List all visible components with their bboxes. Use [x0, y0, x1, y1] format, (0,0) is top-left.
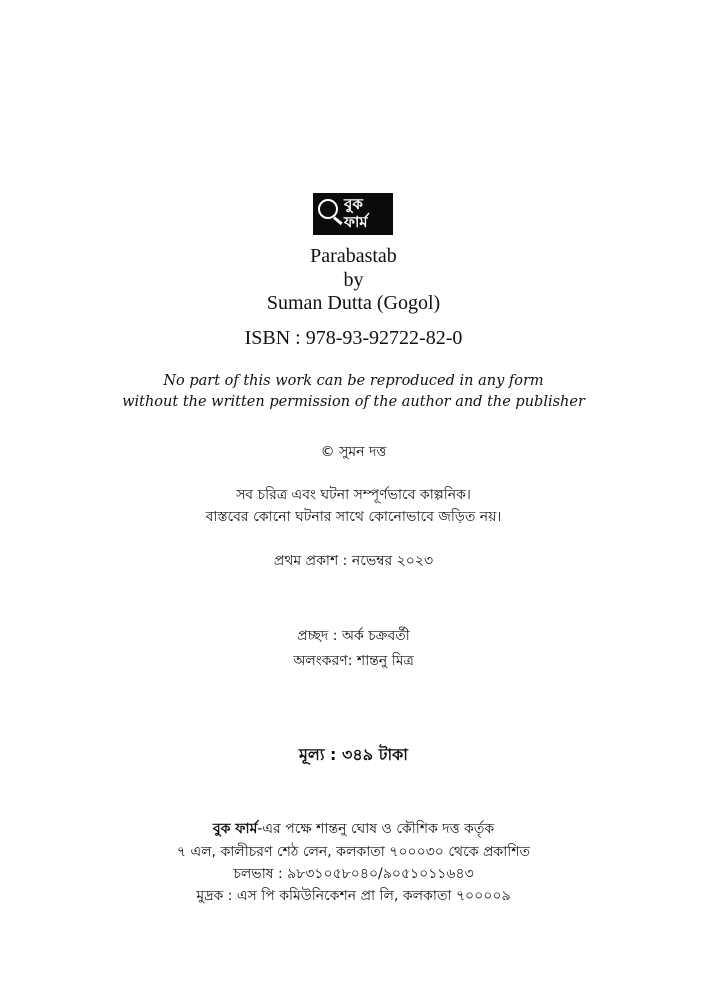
imprint-line3: চলভাষ : ৯৮৩১০৫৮০৪০/৯০৫১০১১৬৪৩: [233, 866, 474, 882]
publisher-logo: [313, 193, 393, 235]
logo-text-line2: ফার্ম: [344, 213, 368, 231]
imprint-line1-rest: -এর পক্ষে শান্তনু ঘোষ ও কৌশিক দত্ত কর্তৃক: [257, 821, 495, 837]
price: মূল্য : ৩৪৯ টাকা: [299, 745, 408, 764]
book-isbn: ISBN : 978-93-92722-82-0: [244, 327, 463, 349]
disclaimer-line1: সব চরিত্র এবং ঘটনা সম্পূর্ণভাবে কাল্পনিক।: [236, 487, 471, 503]
imprint-publisher-name: বুক ফার্ম: [212, 821, 258, 837]
logo-text-line1: বুক: [344, 195, 363, 213]
book-title: Parabastab: [310, 245, 397, 267]
rights-notice-line2: without the written permission of the author and the publisher: [122, 394, 585, 410]
cover-credit: প্রচ্ছদ : অর্ক চক্রবর্তী: [297, 628, 410, 644]
magnifier-handle: [333, 216, 343, 225]
imprint-line4: মুদ্রক : এস পি কমিউনিকেশন প্রা লি, কলকাতা ৭০০০০৯: [196, 888, 511, 904]
imprint-line2: ৭ এল, কালীচরণ শেঠ লেন, কলকাতা ৭০০০৩০ থেকে প্রকাশিত: [176, 844, 531, 860]
first-edition: প্রথম প্রকাশ : নভেম্বর ২০২৩: [273, 553, 434, 569]
copyright-line: © সুমন দত্ত: [320, 444, 387, 460]
imprint-line1: [0, 818, 707, 840]
disclaimer-line2: বাস্তবের কোনো ঘটনার সাথে কোনোভাবে জড়িত নয়।: [205, 509, 502, 525]
book-author: Suman Dutta (Gogol): [266, 292, 441, 314]
rights-notice-line1: No part of this work can be reproduced in any form: [163, 373, 544, 389]
illustration-credit: অলংকরণ: শান্তনু মিত্র: [293, 653, 414, 669]
book-by: by: [343, 269, 364, 291]
